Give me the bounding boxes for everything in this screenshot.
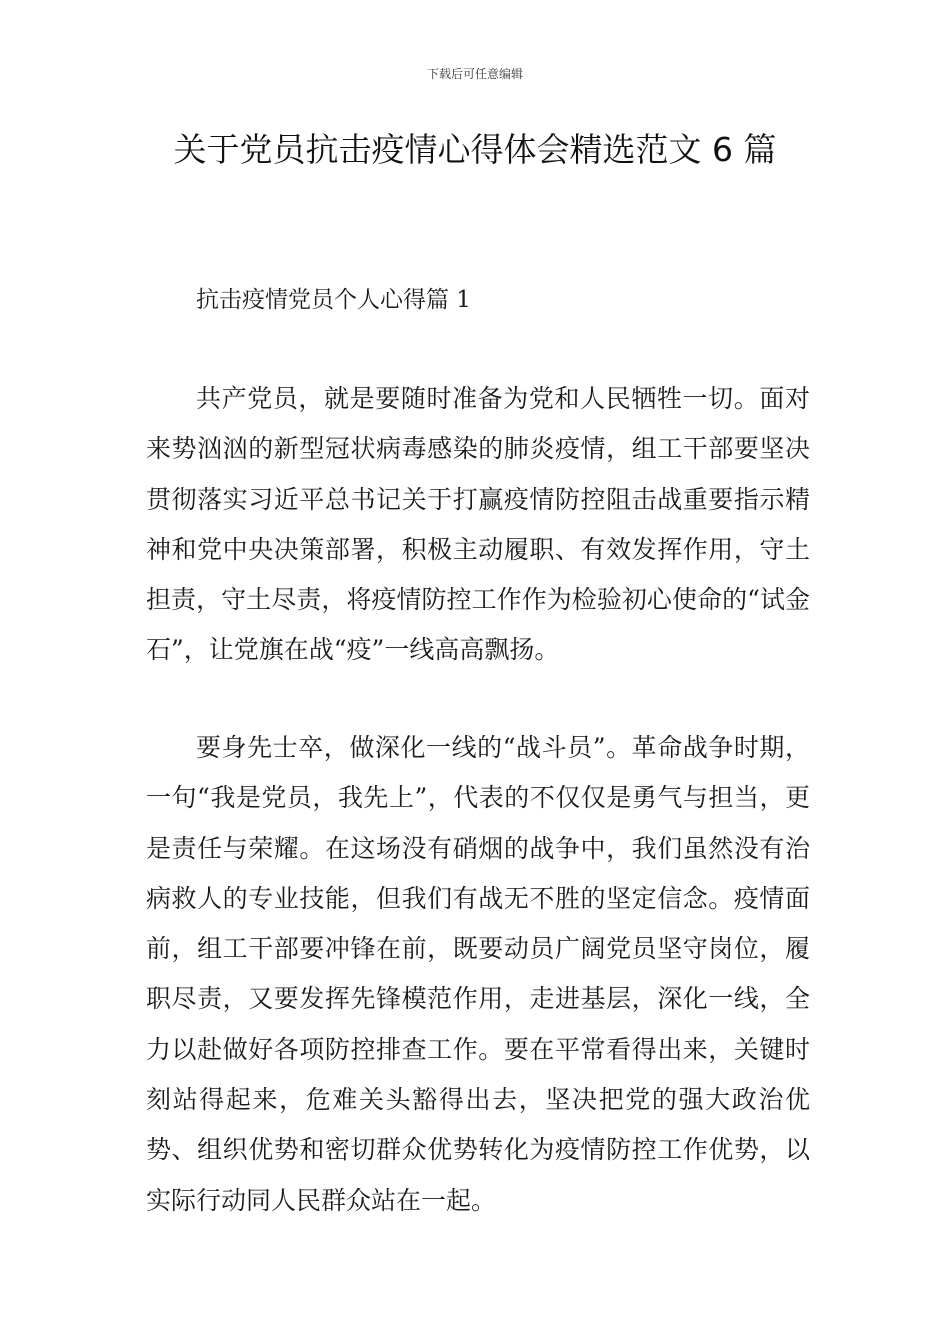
download-note: 下载后可任意编辑: [426, 67, 523, 81]
section-heading: 抗击疫情党员个人心得篇 1: [196, 287, 471, 313]
body-paragraph-1: 共产党员，就是要随时准备为党和人民牺牲一切。面对来势汹汹的新型冠状病毒感染的肺炎疫情，组工干部要坚决贯彻落实习近平总书记关于打赢疫情防控阻击战重要指示精神和党中央决策部署，积极主动履职、有效发挥作用，守土担责，守土尽责，将疫情防控工作作为检验初心使命的“试金石”，让党旗在战“疫”一线高高飘扬。: [146, 384, 810, 665]
document-title: 关于党员抗击疫情心得体会精选范文 6 篇: [173, 130, 777, 169]
body-paragraph-2: 要身先士卒，做深化一线的“战斗员”。革命战争时期，一句“我是党员，我先上”，代表的不仅仅是勇气与担当，更是责任与荣耀。在这场没有硝烟的战争中，我们虽然没有治病救人的专业技能，但我们有战无不胜的坚定信念。疫情面前，组工干部要冲锋在前，既要动员广阔党员坚守岗位，履职尽责，又要发挥先锋模范作用，走进基层，深化一线，全力以赴做好各项防控排查工作。要在平常看得出来，关键时刻站得起来，危难关头豁得出去，坚决把党的强大政治优势、组织优势和密切群众优势转化为疫情防控工作优势，以实际行动同人民群众站在一起。: [146, 733, 810, 1215]
